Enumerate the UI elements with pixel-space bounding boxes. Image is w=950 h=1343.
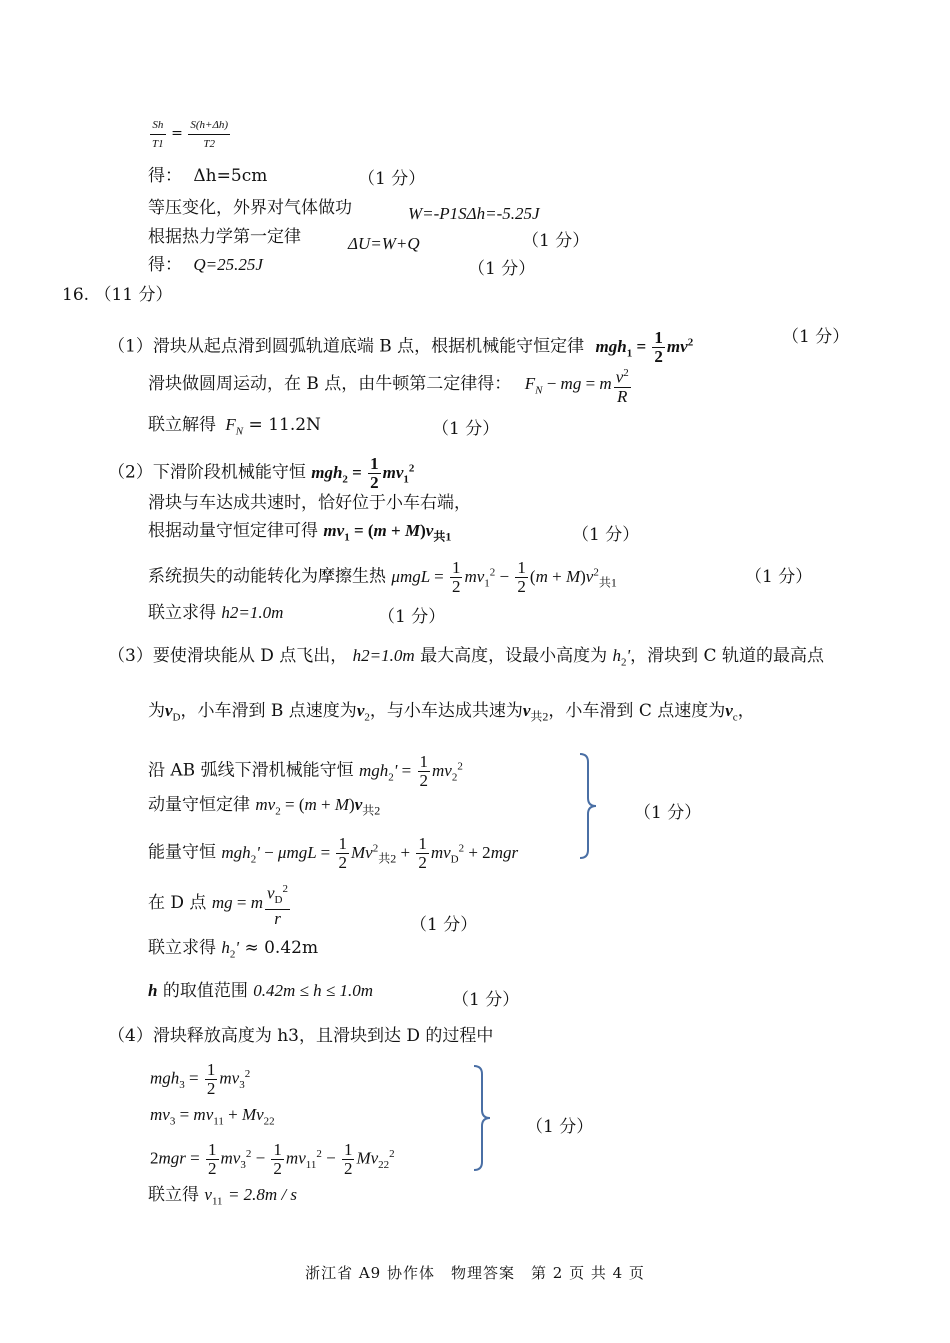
part3-brace <box>578 752 600 860</box>
part1-text3: 联立解得 <box>148 415 216 435</box>
part3-range-h: h <box>148 981 158 1000</box>
part3-vcommon2: $v_{共2}$ <box>522 701 549 724</box>
question-16-header: 16. （11 分） <box>62 285 173 305</box>
part3-eqD: mg = m $\frac{v_D^2}{r}$ <box>212 893 292 912</box>
ratio-right-fraction <box>188 116 230 153</box>
part3-eq3: mgh$_2$' − μmgL = $\frac{1}{2}$ $Mv^2_{共2}$ + $\frac{1}{2}$ $mv_D^2 + 2mgr$ <box>221 834 519 873</box>
part2-result: h2=1.0m <box>221 603 284 622</box>
part3-points3: （1 分） <box>452 990 520 1010</box>
part3-text2b: ，小车滑到 B 点速度为 <box>180 701 357 721</box>
part3-eqD-label: 在 D 点 <box>148 892 207 913</box>
part2-eq1: mgh$_2$ = $\frac{1}{2}$ $mv_1^2$ <box>311 454 415 493</box>
part3-eq1-line <box>148 746 463 797</box>
part3-eq2-label: 动量守恒定律 <box>148 795 250 815</box>
isobaric-text: 等压变化，外界对气体做功 <box>148 198 352 218</box>
part3-text2a: 为 <box>148 701 165 721</box>
points-q: （1 分） <box>468 259 536 279</box>
isobaric-line <box>148 197 352 219</box>
part3-eq1-label: 沿 AB 弧线下滑机械能守恒 <box>148 760 354 781</box>
part2-eq3: μmgL = $\frac{1}{2}$ $mv_1^2$ − $\frac{1}{2}$ $(m + M)v^2_{共1}$ <box>391 558 617 597</box>
part2-text1: （2）下滑阶段机械能守恒 <box>108 462 306 483</box>
get-label-2: 得： <box>148 255 182 275</box>
part3-h2prime: $h_2'$ <box>612 646 631 669</box>
part2-points1: （1 分） <box>572 525 640 545</box>
part3-text1b: h2=1.0m <box>352 646 415 665</box>
first-law-line <box>148 226 301 248</box>
part3-result-line <box>148 937 318 965</box>
part1-line3 <box>148 414 321 442</box>
part2-line3 <box>148 520 451 548</box>
part1-text1: （1）滑块从起点滑到圆弧轨道底端 B 点，根据机械能守恒定律 <box>108 336 585 357</box>
part3-line1 <box>108 645 824 673</box>
part1-eq2: $F_N$ − mg = m $\frac{v^2}{R}$ <box>525 374 633 393</box>
points-dh: （1 分） <box>358 169 426 189</box>
dh-value: Δh=5cm <box>193 166 268 186</box>
part3-text2c: ，与小车达成共速为 <box>369 701 523 721</box>
part4-result-label: 联立得 <box>148 1185 199 1205</box>
part1-points1: （1 分） <box>782 327 850 347</box>
part2-line4 <box>148 552 617 603</box>
get-label: 得： <box>148 166 182 186</box>
sub-common2: 共2 <box>530 709 549 724</box>
part4-eq3: 2mgr = $\frac{1}{2}$ $mv_3^2$ − $\frac{1}{2}$ $mv_{11}^2$ − $\frac{1}{2}$ $Mv_{22}^2$ <box>150 1140 395 1179</box>
part4-eq2: $mv_3 = mv_{11} + Mv_{22}$ <box>150 1105 275 1128</box>
part4-result-val: = 2.8m / s <box>227 1185 298 1204</box>
part2-text4: 系统损失的动能转化为摩擦生热 <box>148 566 386 587</box>
part4-line1: （4）滑块释放高度为 h3，且滑块到达 D 的过程中 <box>108 1026 494 1046</box>
part3-vc: $v_c$ <box>725 701 738 724</box>
ratio-right-num: S(h+Δh) <box>188 116 230 135</box>
work-equation: W=-P1SΔh=-5.25J <box>408 204 540 223</box>
part3-text1c: 最大高度，设最小高度为 <box>420 646 608 666</box>
part4-result-v: $v_{11}$ <box>204 1185 223 1208</box>
ratio-equation <box>148 116 232 153</box>
part3-eqD-line <box>148 880 292 928</box>
part3-eq3-label: 能量守恒 <box>148 842 216 863</box>
part2-text3: 根据动量守恒定律可得 <box>148 521 318 541</box>
part3-eq2: $mv_2 = (m + M)v_{共2}$ <box>255 795 381 818</box>
part2-line2: 滑块与车达成共速时，恰好位于小车右端， <box>148 493 471 513</box>
ratio-left-fraction <box>150 116 166 153</box>
part3-result-label: 联立求得 <box>148 938 216 958</box>
ratio-left-num: Sh <box>150 116 166 135</box>
part2-text5: 联立求得 <box>148 603 216 623</box>
points-first-law: （1 分） <box>522 231 590 251</box>
part3-text2e: ， <box>737 701 755 721</box>
get-dh-line <box>148 165 267 187</box>
part3-eq1: mgh$_2$' = $\frac{1}{2}$ $mv_2^2$ <box>358 752 463 791</box>
part1-fn: $F_N$ <box>225 415 244 438</box>
part3-points2: （1 分） <box>410 915 478 935</box>
get-q-line <box>148 254 263 276</box>
part3-text1d: ，滑块到 C 轨道的最高点 <box>630 646 824 666</box>
part3-result-h: $h_2'$ <box>221 938 240 961</box>
part1-line2 <box>148 364 633 410</box>
part2-eq2: $mv_1 = (m + M)v_{共1}$ <box>323 521 452 544</box>
part3-line2 <box>148 700 755 728</box>
page-footer: 浙江省 A9 协作体 物理答案 第 2 页 共 4 页 <box>305 1264 645 1282</box>
sub-common1: 共1 <box>433 529 452 544</box>
ratio-left-den: T1 <box>152 138 164 150</box>
part3-eq2-line <box>148 794 380 822</box>
part4-points1: （1 分） <box>526 1117 594 1137</box>
first-law-equation: ΔU=W+Q <box>348 234 420 253</box>
part3-text2d: ，小车滑到 C 点速度为 <box>548 701 726 721</box>
part3-range-label: 的取值范围 <box>162 981 248 1001</box>
part3-vd: $v_D$ <box>165 701 181 724</box>
part4-brace <box>472 1064 494 1172</box>
part2-points3: （1 分） <box>378 607 446 627</box>
part3-eq3-line <box>148 828 518 879</box>
part3-result-val: ≈ 0.42m <box>244 938 319 958</box>
ratio-right-den: T2 <box>203 138 216 150</box>
part4-result-line <box>148 1184 297 1212</box>
part1-eq1: mgh$_1$ = $\frac{1}{2}$ $mv^2$ <box>595 328 694 367</box>
part1-text2: 滑块做圆周运动，在 B 点，由牛顿第二定律得： <box>148 374 512 394</box>
part3-text1a: （3）要使滑块能从 D 点飞出， <box>108 646 348 666</box>
part1-result: = 11.2N <box>248 415 321 435</box>
ratio-eq: = <box>171 125 183 142</box>
q-value: Q=25.25J <box>193 255 263 274</box>
part3-points1: （1 分） <box>634 803 702 823</box>
part2-points2: （1 分） <box>745 567 813 587</box>
part4-eq1: mgh$_3$ = $\frac{1}{2}$ $mv_3^2$ <box>150 1060 251 1099</box>
part3-range-line <box>148 980 373 1002</box>
part3-v2: $v_2$ <box>356 701 370 724</box>
part2-line5 <box>148 602 283 624</box>
first-law-text: 根据热力学第一定律 <box>148 227 301 247</box>
part3-range-val: 0.42m ≤ h ≤ 1.0m <box>253 981 373 1000</box>
part1-points2: （1 分） <box>432 419 500 439</box>
